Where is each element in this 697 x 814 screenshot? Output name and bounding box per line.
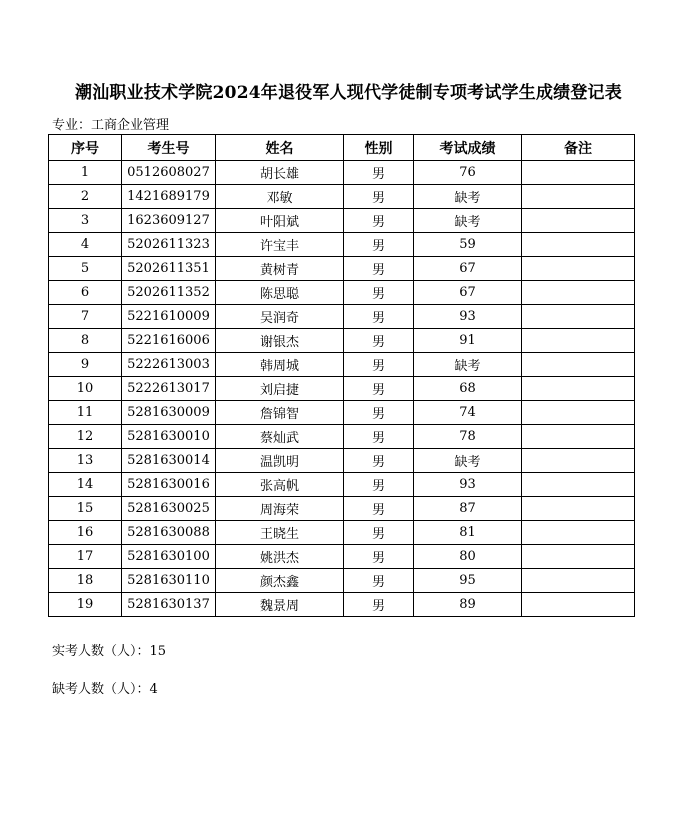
table-row bbox=[49, 449, 635, 473]
cell-no: 5 bbox=[49, 257, 122, 281]
cell-exam-id: 5221610009 bbox=[122, 305, 216, 329]
cell-name: 胡长雄 bbox=[216, 161, 344, 185]
cell-note bbox=[522, 353, 635, 377]
cell-note bbox=[522, 233, 635, 257]
column-header-id: 考生号 bbox=[122, 135, 216, 161]
cell-gender: 男 bbox=[344, 497, 414, 521]
cell-name: 谢银杰 bbox=[216, 329, 344, 353]
cell-exam-id: 5281630100 bbox=[122, 545, 216, 569]
column-header-no: 序号 bbox=[49, 135, 122, 161]
cell-exam-id: 5281630009 bbox=[122, 401, 216, 425]
cell-score: 缺考 bbox=[414, 209, 522, 233]
table-row bbox=[49, 329, 635, 353]
cell-name: 颜杰鑫 bbox=[216, 569, 344, 593]
page-title: 潮汕职业技术学院2024年退役军人现代学徒制专项考试学生成绩登记表 bbox=[75, 83, 622, 103]
cell-exam-id: 5222613017 bbox=[122, 377, 216, 401]
cell-name: 吴润奇 bbox=[216, 305, 344, 329]
cell-note bbox=[522, 305, 635, 329]
column-header-name: 姓名 bbox=[216, 135, 344, 161]
cell-exam-id: 0512608027 bbox=[122, 161, 216, 185]
grade-table bbox=[48, 134, 635, 617]
cell-exam-id: 5281630137 bbox=[122, 593, 216, 617]
cell-no: 15 bbox=[49, 497, 122, 521]
cell-note bbox=[522, 521, 635, 545]
cell-score: 87 bbox=[414, 497, 522, 521]
cell-gender: 男 bbox=[344, 305, 414, 329]
cell-score: 缺考 bbox=[414, 353, 522, 377]
cell-exam-id: 5281630016 bbox=[122, 473, 216, 497]
cell-note bbox=[522, 401, 635, 425]
table-header-row bbox=[49, 135, 635, 161]
table-row bbox=[49, 185, 635, 209]
cell-name: 黄树青 bbox=[216, 257, 344, 281]
cell-score: 78 bbox=[414, 425, 522, 449]
cell-no: 9 bbox=[49, 353, 122, 377]
cell-note bbox=[522, 377, 635, 401]
cell-score: 缺考 bbox=[414, 449, 522, 473]
cell-no: 17 bbox=[49, 545, 122, 569]
cell-name: 魏景周 bbox=[216, 593, 344, 617]
cell-note bbox=[522, 425, 635, 449]
cell-gender: 男 bbox=[344, 545, 414, 569]
cell-score: 67 bbox=[414, 281, 522, 305]
cell-exam-id: 1421689179 bbox=[122, 185, 216, 209]
cell-name: 许宝丰 bbox=[216, 233, 344, 257]
table-row bbox=[49, 473, 635, 497]
cell-score: 缺考 bbox=[414, 185, 522, 209]
cell-no: 6 bbox=[49, 281, 122, 305]
cell-note bbox=[522, 257, 635, 281]
cell-no: 11 bbox=[49, 401, 122, 425]
cell-note bbox=[522, 161, 635, 185]
table-row bbox=[49, 377, 635, 401]
cell-gender: 男 bbox=[344, 257, 414, 281]
table-row bbox=[49, 521, 635, 545]
column-header-note: 备注 bbox=[522, 135, 635, 161]
cell-name: 张高帆 bbox=[216, 473, 344, 497]
cell-note bbox=[522, 449, 635, 473]
cell-score: 76 bbox=[414, 161, 522, 185]
cell-no: 10 bbox=[49, 377, 122, 401]
table-row bbox=[49, 425, 635, 449]
cell-name: 邓敏 bbox=[216, 185, 344, 209]
cell-score: 93 bbox=[414, 305, 522, 329]
cell-gender: 男 bbox=[344, 233, 414, 257]
cell-score: 81 bbox=[414, 521, 522, 545]
cell-name: 姚洪杰 bbox=[216, 545, 344, 569]
cell-score: 68 bbox=[414, 377, 522, 401]
cell-score: 91 bbox=[414, 329, 522, 353]
cell-name: 詹锦智 bbox=[216, 401, 344, 425]
table-row bbox=[49, 569, 635, 593]
cell-note bbox=[522, 185, 635, 209]
cell-name: 陈思聪 bbox=[216, 281, 344, 305]
cell-gender: 男 bbox=[344, 329, 414, 353]
cell-name: 周海荣 bbox=[216, 497, 344, 521]
cell-note bbox=[522, 593, 635, 617]
cell-exam-id: 5281630025 bbox=[122, 497, 216, 521]
table-row bbox=[49, 353, 635, 377]
cell-gender: 男 bbox=[344, 161, 414, 185]
cell-note bbox=[522, 569, 635, 593]
cell-score: 67 bbox=[414, 257, 522, 281]
cell-exam-id: 5202611352 bbox=[122, 281, 216, 305]
cell-exam-id: 5281630010 bbox=[122, 425, 216, 449]
cell-gender: 男 bbox=[344, 353, 414, 377]
cell-no: 12 bbox=[49, 425, 122, 449]
table-row bbox=[49, 233, 635, 257]
table-row bbox=[49, 161, 635, 185]
cell-gender: 男 bbox=[344, 281, 414, 305]
table-row bbox=[49, 281, 635, 305]
major-label: 专业：工商企业管理 bbox=[52, 118, 170, 133]
cell-score: 93 bbox=[414, 473, 522, 497]
table-row bbox=[49, 209, 635, 233]
table-row bbox=[49, 545, 635, 569]
cell-name: 韩周城 bbox=[216, 353, 344, 377]
cell-name: 蔡灿武 bbox=[216, 425, 344, 449]
cell-note bbox=[522, 209, 635, 233]
cell-gender: 男 bbox=[344, 401, 414, 425]
table-body bbox=[49, 161, 635, 617]
column-header-gender: 性别 bbox=[344, 135, 414, 161]
cell-gender: 男 bbox=[344, 209, 414, 233]
cell-gender: 男 bbox=[344, 185, 414, 209]
cell-gender: 男 bbox=[344, 473, 414, 497]
cell-exam-id: 5281630110 bbox=[122, 569, 216, 593]
cell-exam-id: 5221616006 bbox=[122, 329, 216, 353]
cell-note bbox=[522, 545, 635, 569]
cell-gender: 男 bbox=[344, 569, 414, 593]
cell-no: 16 bbox=[49, 521, 122, 545]
cell-exam-id: 5281630088 bbox=[122, 521, 216, 545]
cell-score: 80 bbox=[414, 545, 522, 569]
cell-score: 74 bbox=[414, 401, 522, 425]
cell-name: 刘启捷 bbox=[216, 377, 344, 401]
column-header-score: 考试成绩 bbox=[414, 135, 522, 161]
cell-no: 2 bbox=[49, 185, 122, 209]
cell-gender: 男 bbox=[344, 425, 414, 449]
cell-no: 1 bbox=[49, 161, 122, 185]
cell-score: 59 bbox=[414, 233, 522, 257]
cell-note bbox=[522, 281, 635, 305]
cell-gender: 男 bbox=[344, 521, 414, 545]
cell-name: 王晓生 bbox=[216, 521, 344, 545]
cell-no: 13 bbox=[49, 449, 122, 473]
cell-score: 95 bbox=[414, 569, 522, 593]
table-row bbox=[49, 593, 635, 617]
cell-exam-id: 5202611351 bbox=[122, 257, 216, 281]
cell-exam-id: 1623609127 bbox=[122, 209, 216, 233]
cell-exam-id: 5222613003 bbox=[122, 353, 216, 377]
cell-no: 8 bbox=[49, 329, 122, 353]
cell-gender: 男 bbox=[344, 449, 414, 473]
cell-gender: 男 bbox=[344, 593, 414, 617]
table-row bbox=[49, 305, 635, 329]
cell-exam-id: 5281630014 bbox=[122, 449, 216, 473]
cell-name: 温凯明 bbox=[216, 449, 344, 473]
cell-no: 4 bbox=[49, 233, 122, 257]
cell-no: 19 bbox=[49, 593, 122, 617]
cell-no: 18 bbox=[49, 569, 122, 593]
cell-note bbox=[522, 473, 635, 497]
present-count: 实考人数（人）：15 bbox=[52, 644, 167, 659]
table-row bbox=[49, 257, 635, 281]
cell-note bbox=[522, 497, 635, 521]
cell-name: 叶阳斌 bbox=[216, 209, 344, 233]
cell-gender: 男 bbox=[344, 377, 414, 401]
cell-note bbox=[522, 329, 635, 353]
cell-no: 3 bbox=[49, 209, 122, 233]
cell-no: 7 bbox=[49, 305, 122, 329]
cell-score: 89 bbox=[414, 593, 522, 617]
cell-no: 14 bbox=[49, 473, 122, 497]
table-row bbox=[49, 401, 635, 425]
table-row bbox=[49, 497, 635, 521]
cell-exam-id: 5202611323 bbox=[122, 233, 216, 257]
absent-count: 缺考人数（人）：4 bbox=[52, 682, 158, 697]
